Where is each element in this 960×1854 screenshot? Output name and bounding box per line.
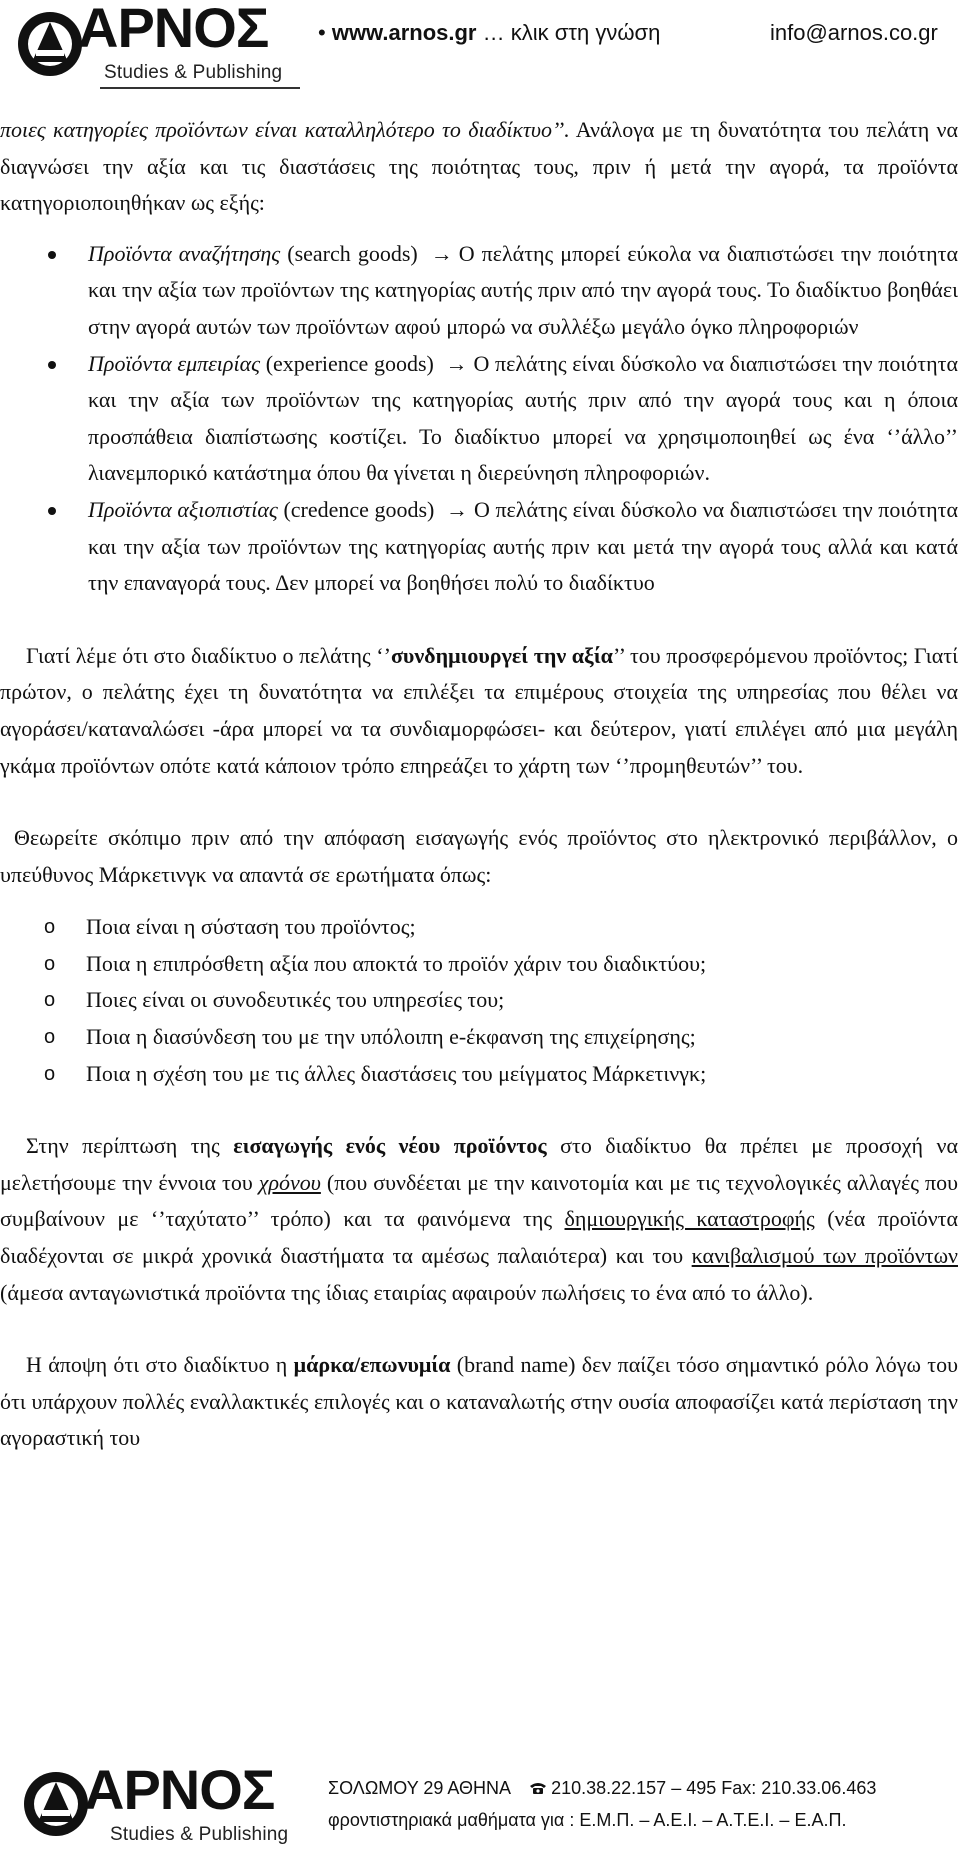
- question-text: Ποια η επιπρόσθετη αξία που αποκτά το προϊόν χάριν του διαδικτύου;: [86, 950, 707, 976]
- question-text: Ποιες είναι οι συνοδευτικές του υπηρεσίες του;: [86, 987, 505, 1013]
- value-text-after: ’’ του προσφερόμενου προϊόντος; Γιατί πρώτον, ο πελάτης έχει τη δυνατότητα να επιλέξει τα επιμέρους στοιχεία της υπηρεσίας που θέλει να αγοράσει/καταναλώσει -άρα μπορεί να τα συνδιαμορφώσει- και δεύτερον, γιατί επιλέγει από μια μεγάλη γκάμα προϊόντων οπότε κατά κάποιον τρόπο επηρεάζει το χάρτη των ‘’προμηθευτών’’ του.: [0, 642, 958, 778]
- spacer: [0, 784, 958, 820]
- questions-intro-paragraph: Θεωρείτε σκόπιμο πριν από την απόφαση εισαγωγής ενός προϊόντος στο ηλεκτρονικό περιβάλλον, ο υπεύθυνος Μάρκετινγκ να απαντά σε ερωτήματα όπως:: [0, 825, 958, 887]
- value-bold: συνδημιουργεί την αξία: [390, 642, 613, 668]
- header-bullet: •: [318, 20, 326, 45]
- np-time-word: χρόνου: [258, 1169, 321, 1195]
- arrow-right-icon: →: [445, 350, 468, 376]
- category-title: Προϊόντα αξιοπιστίας: [88, 496, 278, 522]
- bullet-dot-icon: [48, 507, 56, 515]
- list-item: [0, 1056, 958, 1093]
- spacer: [0, 1092, 958, 1128]
- logo-subtitle: Studies & Publishing: [104, 62, 283, 83]
- circle-bullet-icon: o: [44, 1026, 56, 1049]
- np-creative-destruction: δημιουργικής καταστροφής: [564, 1206, 815, 1232]
- category-title: Προϊόντα αναζήτησης: [88, 240, 281, 266]
- footer-contact: [328, 1778, 876, 1799]
- logo-underline: [100, 87, 300, 89]
- np-text-2: στο διαδίκτυο θα πρέπει με προσοχή να μελετήσουμε την έννοια του: [0, 1133, 958, 1195]
- phone-icon: [529, 1781, 547, 1795]
- np-text-1: Στην περίπτωση της: [26, 1133, 234, 1159]
- header-website: [318, 20, 660, 46]
- bullet-dot-icon: [48, 361, 56, 369]
- category-text: Ο πελάτης είναι δύσκολο να διαπιστώσει την ποιότητα και την αξία των προϊόντων της κατηγορίας αυτής πριν και μετά την αγορά τους αλλά και κατά την επαναγορά τους. Δεν μπορεί να βοηθήσει πολύ το διαδίκτυο: [88, 496, 959, 596]
- logo-subtitle: Studies & Publishing: [110, 1824, 289, 1845]
- question-text: Ποια η διασύνδεση του με την υπόλοιπη e-έκφανση της επιχείρησης;: [86, 1024, 696, 1050]
- list-item: [0, 492, 958, 602]
- header-tagline: … κλικ στη γνώση: [476, 20, 661, 45]
- category-text: Ο πελάτης μπορεί εύκολα να διαπιστώσει την ποιότητα και την αξία των προϊόντων της κατηγορίας αυτής πριν από την αγορά τους. Το διαδίκτυο βοηθάει στην αγορά αυτών των προϊόντων αφού μπορώ να συλλέξω μεγάλο όγκο πληροφοριών: [88, 240, 958, 339]
- footer-fax: Fax: 210.33.06.463: [716, 1778, 877, 1798]
- questions-list: [0, 909, 958, 1092]
- value-text-before: Γιατί λέμε ότι στο διαδίκτυο ο πελάτης ‘’: [26, 642, 391, 668]
- np-text-5: (άμεσα ανταγωνιστικά προϊόντα της ίδιας εταιρίας αφαιρούν πωλήσεις το ένα από το άλλο).: [0, 1279, 814, 1305]
- np-bold: εισαγωγής ενός νέου προϊόντος: [233, 1133, 547, 1159]
- arrow-right-icon: →: [445, 496, 468, 522]
- list-item: [0, 236, 958, 346]
- list-item: [0, 1019, 958, 1056]
- category-english: (credence goods): [277, 496, 435, 522]
- category-english: (experience goods): [260, 350, 434, 376]
- logo-wordmark: ΑΡΝΟΣ: [84, 1758, 275, 1821]
- question-text: Ποια η σχέση του με τις άλλες διαστάσεις του μείγματος Μάρκετινγκ;: [86, 1060, 707, 1086]
- list-item: [0, 982, 958, 1019]
- arnos-logo-footer: [20, 1758, 320, 1846]
- spacer: [0, 602, 958, 638]
- footer-phone: 210.38.22.157 – 495: [551, 1778, 717, 1798]
- logo-wordmark: ΑΡΝΟΣ: [78, 0, 269, 59]
- list-item: [0, 909, 958, 946]
- footer-tutoring: φροντιστηριακά μαθήματα για : Ε.Μ.Π. – Α.Ε.Ι. – Α.Τ.Ε.Ι. – Ε.Α.Π.: [328, 1810, 847, 1830]
- arrow-right-icon: →: [430, 240, 453, 266]
- value-cocreation-paragraph: [0, 638, 958, 784]
- page-content: [0, 112, 958, 1457]
- circle-bullet-icon: o: [44, 1062, 56, 1085]
- arnos-logo: [14, 0, 304, 88]
- category-title: Προϊόντα εμπειρίας: [88, 350, 261, 376]
- circle-bullet-icon: o: [44, 916, 56, 939]
- np-text-4: (νέα προϊόντα διαδέχονται σε μικρά χρονικά διαστήματα τα αμέσως παλαιότερα) και του: [0, 1206, 959, 1269]
- intro-text: Ανάλογα με τη δυνατότητα του πελάτη να διαγνώσει την αξία και τις διαστάσεις της ποιότητας τους, πριν ή μετά την αγορά, τα προϊόντα κατηγοριοποιηθήκαν ως εξής:: [0, 117, 959, 216]
- header-email[interactable]: info@arnos.co.gr: [770, 20, 938, 45]
- np-text-3: (που συνδέεται με την καινοτομία και με τις τεχνολογικές αλλαγές που συμβαίνουν με ‘’ταχύτατο’’ τρόπο) και τα φαινόμενα της: [0, 1169, 958, 1232]
- category-english: (search goods): [280, 240, 418, 266]
- intro-paragraph: [0, 112, 958, 222]
- question-text: Ποια είναι η σύσταση του προϊόντος;: [86, 914, 416, 940]
- product-categories-list: [0, 236, 958, 602]
- category-text: Ο πελάτης είναι δύσκολο να διαπιστώσει την ποιότητα και την αξία των προϊόντων της κατηγορίας αυτής πριν από την αγορά τους και η όποια προσπάθεια διαπίστωσης κοστίζει. Το διαδίκτυο μπορεί να χρησιμοποιηθεί ως ένα ‘’άλλο’’ λιανεμπορικό κατάστημα όπου θα γίνεται η διερεύνηση πληροφοριών.: [88, 350, 958, 486]
- footer-address: ΣΟΛΩΜΟΥ 29 ΑΘΗΝΑ: [328, 1778, 511, 1798]
- circle-bullet-icon: o: [44, 989, 56, 1012]
- brand-bold: μάρκα/επωνυμία: [293, 1352, 451, 1378]
- new-product-paragraph: [0, 1128, 958, 1311]
- brand-text-after: (brand name) δεν παίζει τόσο σημαντικό ρόλο λόγω του ότι υπάρχουν πολλές εναλλακτικές επιλογές και ο καταναλωτής στην ουσία αποφασίζει κατά περίσταση την αγοραστική του: [0, 1352, 959, 1451]
- np-cannibalization: κανιβαλισμού των προϊόντων: [691, 1243, 958, 1269]
- brand-text-before: Η άποψη ότι στο διαδίκτυο η: [26, 1352, 294, 1378]
- bullet-dot-icon: [48, 251, 56, 259]
- spacer: [0, 1311, 958, 1347]
- intro-italic: ποιες κατηγορίες προϊόντων είναι καταλληλότερο το διαδίκτυο’’.: [0, 117, 570, 142]
- website-link[interactable]: www.arnos.gr: [331, 20, 477, 45]
- page-header: [0, 0, 960, 92]
- circle-bullet-icon: o: [44, 952, 56, 975]
- list-item: [0, 346, 958, 492]
- brand-paragraph: [0, 1347, 958, 1457]
- list-item: [0, 946, 958, 983]
- page-footer: [0, 1758, 960, 1854]
